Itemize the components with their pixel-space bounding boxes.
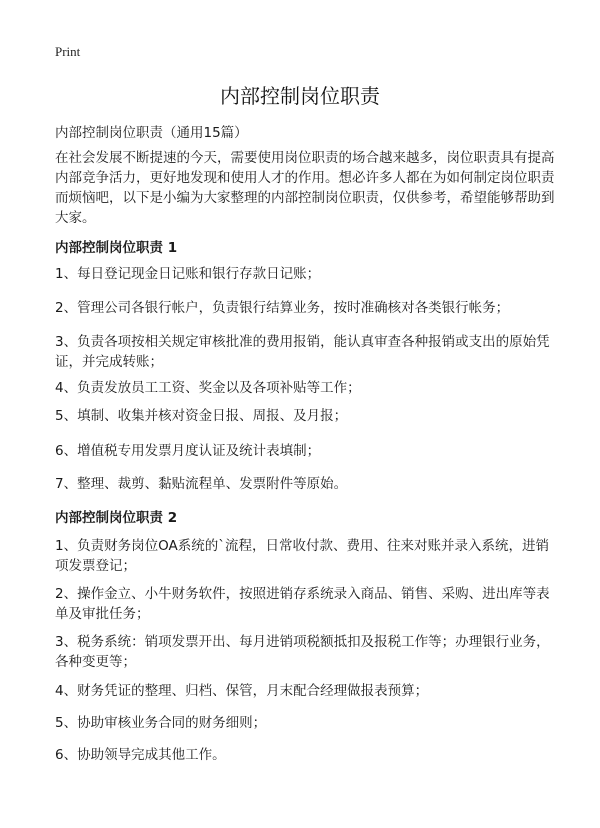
list-item: 1、每日登记现金日记账和银行存款日记账； (55, 266, 321, 282)
section-title-1: 内部控制岗位职责 1 (55, 240, 178, 256)
print-link[interactable]: Print (55, 44, 81, 59)
list-item: 2、管理公司各银行帐户，负责银行结算业务，按时准确核对各类银行帐务； (55, 300, 510, 316)
list-item: 5、填制、收集并核对资金日报、周报、及月报； (55, 408, 348, 424)
list-item: 2、操作金立、小牛财务软件，按照进销存系统录入商品、销售、采购、进出库等表单及审批任务； (55, 586, 550, 622)
list-item: 3、负责各项按相关规定审核批准的费用报销，能认真审查各种报销或支出的原始凭证，并完成转账； (55, 334, 550, 370)
section-title-2: 内部控制岗位职责 2 (55, 510, 178, 526)
document-title: 内部控制岗位职责 (220, 84, 380, 108)
list-item: 4、财务凭证的整理、归档、保管，月末配合经理做报表预算； (55, 683, 429, 699)
list-item: 6、协助领导完成其他工作。 (55, 747, 226, 763)
list-item: 5、协助审核业务合同的财务细则； (55, 715, 267, 731)
list-item: 6、增值税专用发票月度认证及统计表填制； (55, 443, 321, 459)
list-item: 1、负责财务岗位OA系统的`流程，日常收付款、费用、往来对账并录入系统，进销项发票登记； (55, 538, 549, 574)
list-item: 4、负责发放员工工资、奖金以及各项补贴等工作； (55, 380, 361, 396)
list-item: 3、税务系统：销项发票开出、每月进销项税额抵扣及报税工作等；办理银行业务，各种变更等； (55, 634, 550, 670)
document-subtitle: 内部控制岗位职责（通用15篇） (55, 125, 248, 141)
list-item: 7、整理、裁剪、黏贴流程单、发票附件等原始。 (55, 476, 348, 492)
intro-paragraph: 在社会发展不断提速的今天，需要使用岗位职责的场合越来越多，岗位职责具有提高内部竞争活力，更好地发现和使用人才的作用。想必许多人都在为如何制定岗位职责而烦恼吧，以下是小编为大家整理的内部控制岗位职责，仅供参考，希望能够帮助到大家。 (55, 150, 555, 226)
